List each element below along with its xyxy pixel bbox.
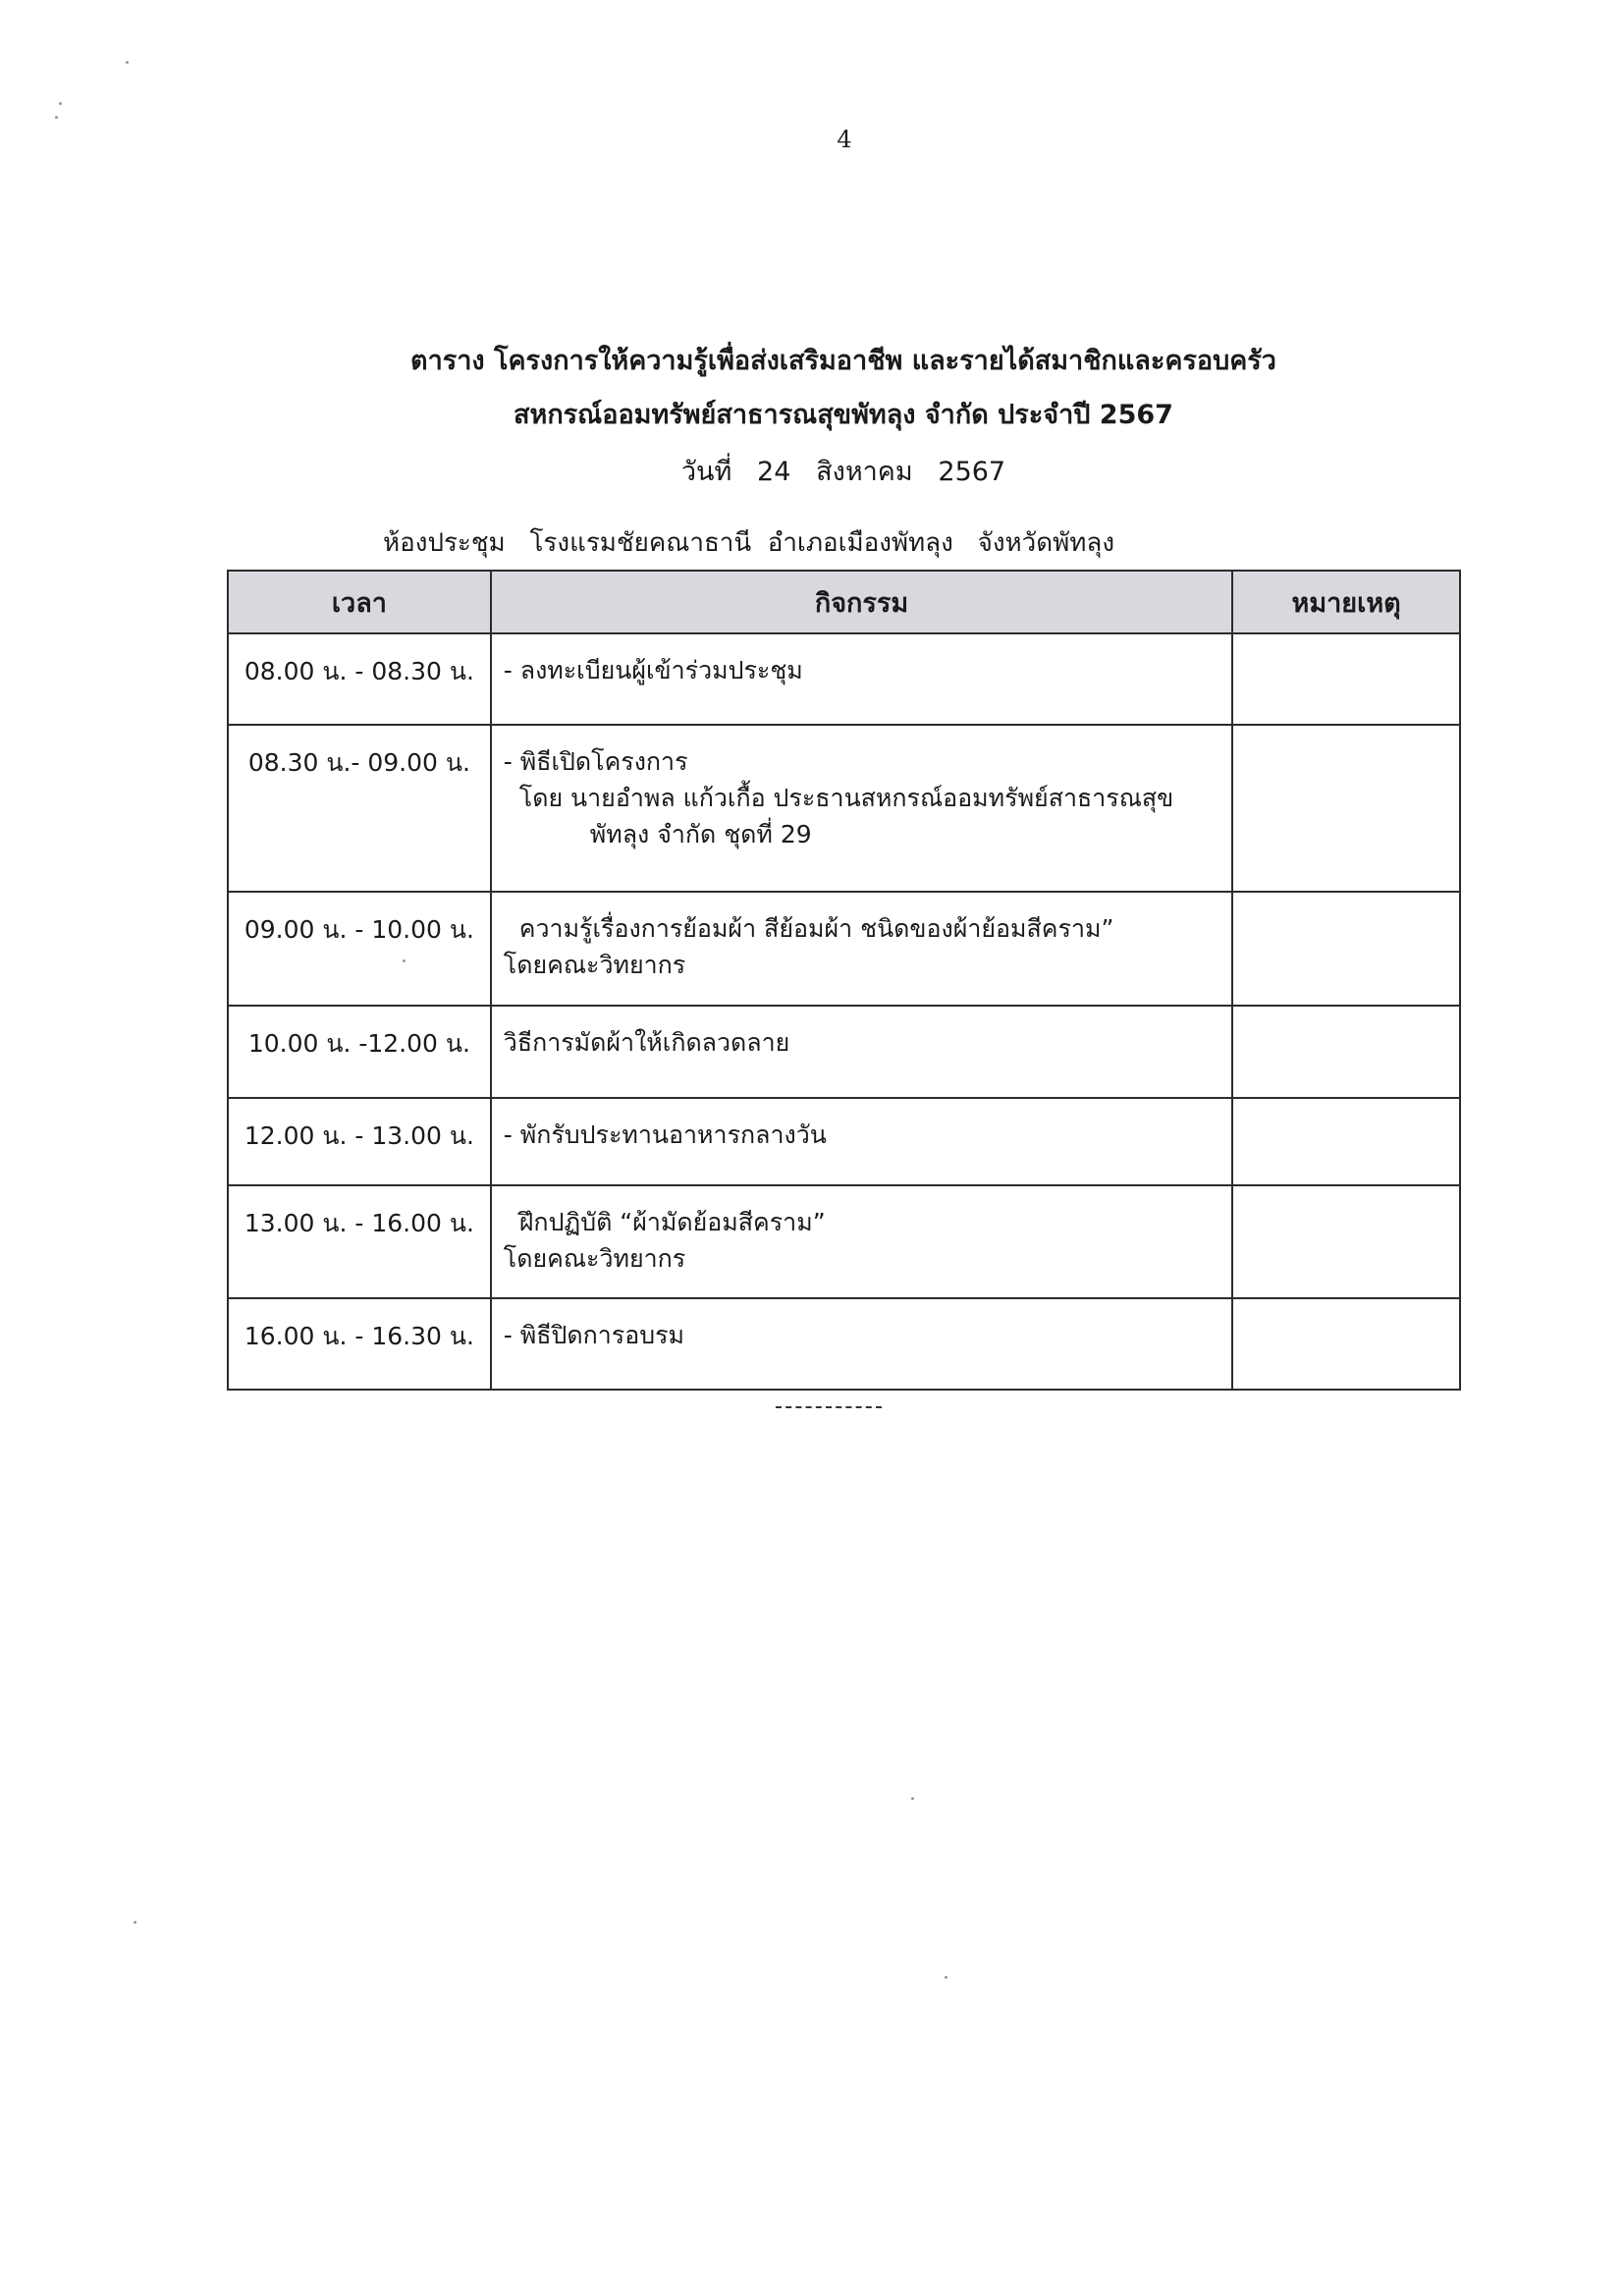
table-row (228, 1098, 1460, 1185)
row-time: 12.00 น. - 13.00 น. (228, 1098, 491, 1185)
table-row (228, 1006, 1460, 1098)
row-remarks (1232, 892, 1460, 1006)
scan-speck (134, 1921, 136, 1924)
activity-line: พัทลุง จำกัด ชุดที่ 29 (589, 820, 812, 848)
row-activity (491, 892, 1232, 1006)
scan-speck (59, 102, 62, 105)
row-remarks (1232, 1098, 1460, 1185)
row-activity (491, 1185, 1232, 1298)
header-remarks: หมายเหตุ (1232, 571, 1460, 633)
header-activity: กิจกรรม (491, 571, 1232, 633)
row-time: 08.30 น.- 09.00 น. (228, 725, 491, 892)
activity-line: ความรู้เรื่องการย้อมผ้า สีย้อมผ้า ชนิดของผ้าย้อมสีคราม” (518, 914, 1114, 943)
scan-speck (945, 1976, 947, 1979)
table-row (228, 725, 1460, 892)
activity-line: - พักรับประทานอาหารกลางวัน (503, 1121, 827, 1149)
row-remarks (1232, 1006, 1460, 1098)
row-remarks (1232, 725, 1460, 892)
activity-line: โดยคณะวิทยากร (503, 1244, 686, 1273)
page-number: 4 (837, 126, 852, 153)
activity-line: - พิธีเปิดโครงการ (503, 747, 688, 776)
row-activity (491, 1006, 1232, 1098)
row-remarks (1232, 633, 1460, 725)
row-activity (491, 1298, 1232, 1390)
event-venue: ห้องประชุม โรงแรมชัยคณาธานี อำเภอเมืองพัทลุง จังหวัดพัทลุง (383, 528, 1115, 558)
row-time: 10.00 น. -12.00 น. (228, 1006, 491, 1098)
document-title-line-2: สหกรณ์ออมทรัพย์สาธารณสุขพัทลุง จำกัด ประจำปี 2567 (514, 400, 1173, 430)
table-row (228, 1185, 1460, 1298)
activity-line: - ลงทะเบียนผู้เข้าร่วมประชุม (503, 656, 803, 684)
table-row (228, 892, 1460, 1006)
scan-speck (126, 61, 129, 64)
activity-line: โดย นายอำพล แก้วเกื้อ ประธานสหกรณ์ออมทรัพย์สาธารณสุข (518, 784, 1174, 812)
activity-line: ฝึกปฏิบัติ “ผ้ามัดย้อมสีคราม” (518, 1208, 826, 1236)
scan-speck (55, 116, 58, 119)
activity-line: - พิธีปิดการอบรม (503, 1321, 684, 1349)
row-time: 13.00 น. - 16.00 น. (228, 1185, 491, 1298)
row-remarks (1232, 1298, 1460, 1390)
document-title-line-1: ตาราง โครงการให้ความรู้เพื่อส่งเสริมอาชีพ และรายได้สมาชิกและครอบครัว (410, 346, 1276, 376)
activity-line: โดยคณะวิทยากร (503, 951, 686, 979)
table-header-row (228, 571, 1460, 633)
end-of-document-rule (776, 1406, 882, 1408)
row-activity (491, 633, 1232, 725)
schedule-table (227, 570, 1461, 1391)
row-time: 09.00 น. - 10.00 น. (228, 892, 491, 1006)
scan-speck (911, 1797, 914, 1800)
row-activity (491, 725, 1232, 892)
table-row (228, 633, 1460, 725)
row-time: 16.00 น. - 16.30 น. (228, 1298, 491, 1390)
scan-speck (403, 959, 406, 962)
event-date: วันที่ 24 สิงหาคม 2567 (680, 457, 1006, 487)
header-time: เวลา (228, 571, 491, 633)
table-row (228, 1298, 1460, 1390)
row-time: 08.00 น. - 08.30 น. (228, 633, 491, 725)
row-remarks (1232, 1185, 1460, 1298)
activity-line: วิธีการมัดผ้าให้เกิดลวดลาย (503, 1028, 790, 1057)
row-activity (491, 1098, 1232, 1185)
